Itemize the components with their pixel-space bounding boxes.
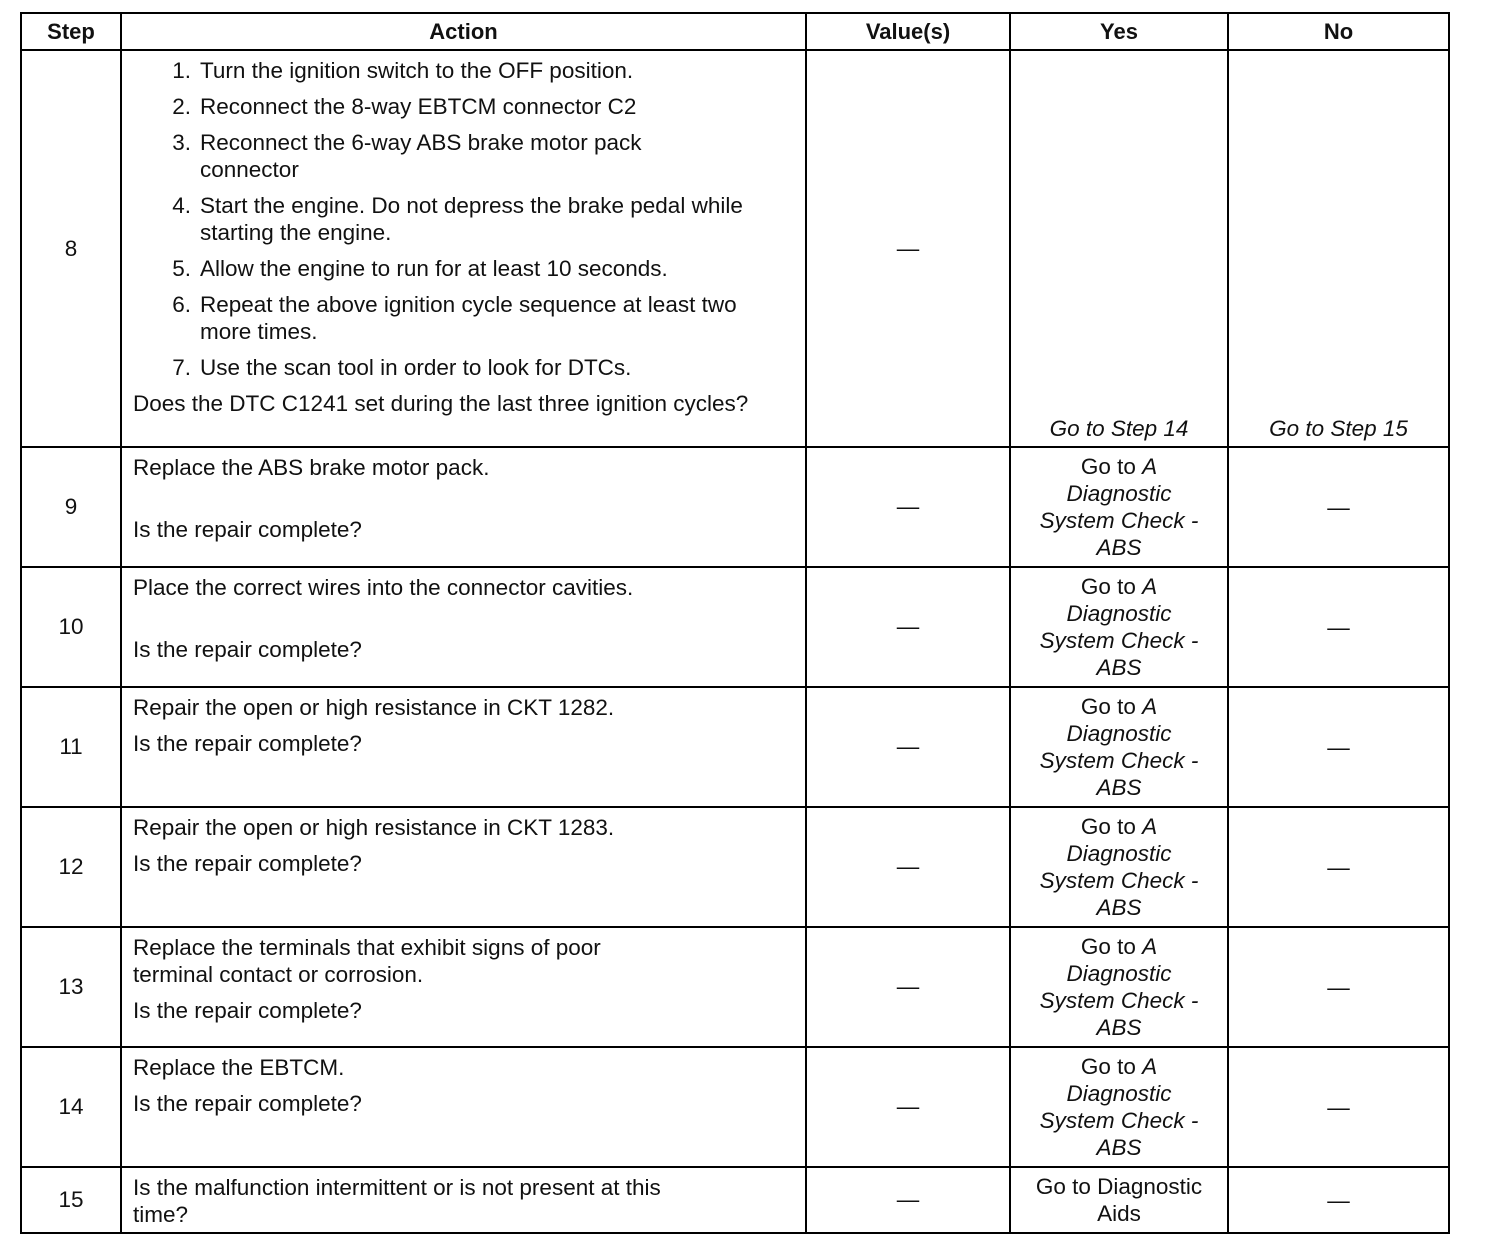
step-number: 10	[21, 567, 121, 687]
question-text: Is the malfunction intermittent or is not present at this time?	[133, 1175, 661, 1227]
yes-cell: Go to A Diagnostic System Check - ABS	[1010, 1047, 1228, 1167]
question-text: Is the repair complete?	[133, 731, 362, 756]
table-row-step-13	[21, 927, 1449, 1047]
step-number: 15	[21, 1167, 121, 1233]
action-cell	[121, 807, 806, 927]
table-row-step-8	[21, 50, 1449, 447]
substep: 3. Reconnect the 6-way ABS brake motor pack connector	[172, 130, 642, 182]
action-text: Repair the open or high resistance in CKT 1283.	[133, 815, 615, 840]
question-text: Is the repair complete?	[133, 517, 362, 542]
yes-cell: Go to A Diagnostic System Check - ABS	[1010, 447, 1228, 567]
value-cell: —	[806, 687, 1010, 807]
action-text: Replace the EBTCM.	[133, 1055, 345, 1080]
substep: 2. Reconnect the 8-way EBTCM connector C2	[172, 94, 637, 119]
step-number: 9	[21, 447, 121, 567]
substep: 6. Repeat the above ignition cycle sequence at least two more times.	[172, 292, 737, 344]
action-cell	[121, 567, 806, 687]
no-cell: Go to Step 15	[1228, 50, 1449, 447]
substep-list	[133, 57, 795, 381]
step-number: 14	[21, 1047, 121, 1167]
diagnostic-table	[20, 12, 1450, 1234]
header-yes: Yes	[1010, 13, 1228, 50]
header-row	[21, 13, 1449, 50]
action-text: Place the correct wires into the connector cavities.	[133, 575, 634, 600]
no-cell: —	[1228, 687, 1449, 807]
substep: 4. Start the engine. Do not depress the brake pedal while starting the engine.	[172, 193, 743, 245]
yes-cell: Go to A Diagnostic System Check - ABS	[1010, 927, 1228, 1047]
value-cell: —	[806, 50, 1010, 447]
table-row-step-9	[21, 447, 1449, 567]
value-cell: —	[806, 567, 1010, 687]
action-cell	[121, 447, 806, 567]
action-text: Replace the ABS brake motor pack.	[133, 455, 490, 480]
yes-cell: Go to Step 14	[1010, 50, 1228, 447]
action-cell	[121, 927, 806, 1047]
action-cell	[121, 1047, 806, 1167]
table-row-step-12	[21, 807, 1449, 927]
yes-cell: Go to A Diagnostic System Check - ABS	[1010, 687, 1228, 807]
step-number: 12	[21, 807, 121, 927]
step-number: 8	[21, 50, 121, 447]
action-cell	[121, 687, 806, 807]
header-no: No	[1228, 13, 1449, 50]
step-number: 11	[21, 687, 121, 807]
question-text: Is the repair complete?	[133, 1091, 362, 1116]
question-text: Is the repair complete?	[133, 998, 362, 1023]
question-text: Is the repair complete?	[133, 851, 362, 876]
no-cell: —	[1228, 447, 1449, 567]
value-cell: —	[806, 1167, 1010, 1233]
substep: 7. Use the scan tool in order to look for DTCs.	[172, 355, 632, 380]
no-cell: —	[1228, 927, 1449, 1047]
yes-cell: Go to Diagnostic Aids	[1010, 1167, 1228, 1233]
header-action: Action	[121, 13, 806, 50]
table-row-step-10	[21, 567, 1449, 687]
no-cell: —	[1228, 1167, 1449, 1233]
question-text: Is the repair complete?	[133, 637, 362, 662]
substep: 5. Allow the engine to run for at least 10 seconds.	[172, 256, 668, 281]
no-cell: —	[1228, 807, 1449, 927]
substep: 1. Turn the ignition switch to the OFF position.	[172, 58, 634, 83]
action-cell	[121, 50, 806, 447]
value-cell: —	[806, 807, 1010, 927]
no-cell: —	[1228, 1047, 1449, 1167]
table-row-step-11	[21, 687, 1449, 807]
header-step: Step	[21, 13, 121, 50]
value-cell: —	[806, 1047, 1010, 1167]
header-values: Value(s)	[806, 13, 1010, 50]
action-cell	[121, 1167, 806, 1233]
yes-cell: Go to A Diagnostic System Check - ABS	[1010, 567, 1228, 687]
action-text: Replace the terminals that exhibit signs of poor terminal contact or corrosion.	[133, 935, 601, 987]
table-row-step-14	[21, 1047, 1449, 1167]
question-text: Does the DTC C1241 set during the last three ignition cycles?	[133, 391, 749, 416]
no-cell: —	[1228, 567, 1449, 687]
yes-cell: Go to A Diagnostic System Check - ABS	[1010, 807, 1228, 927]
table-row-step-15	[21, 1167, 1449, 1233]
value-cell: —	[806, 447, 1010, 567]
step-number: 13	[21, 927, 121, 1047]
action-text: Repair the open or high resistance in CKT 1282.	[133, 695, 615, 720]
value-cell: —	[806, 927, 1010, 1047]
